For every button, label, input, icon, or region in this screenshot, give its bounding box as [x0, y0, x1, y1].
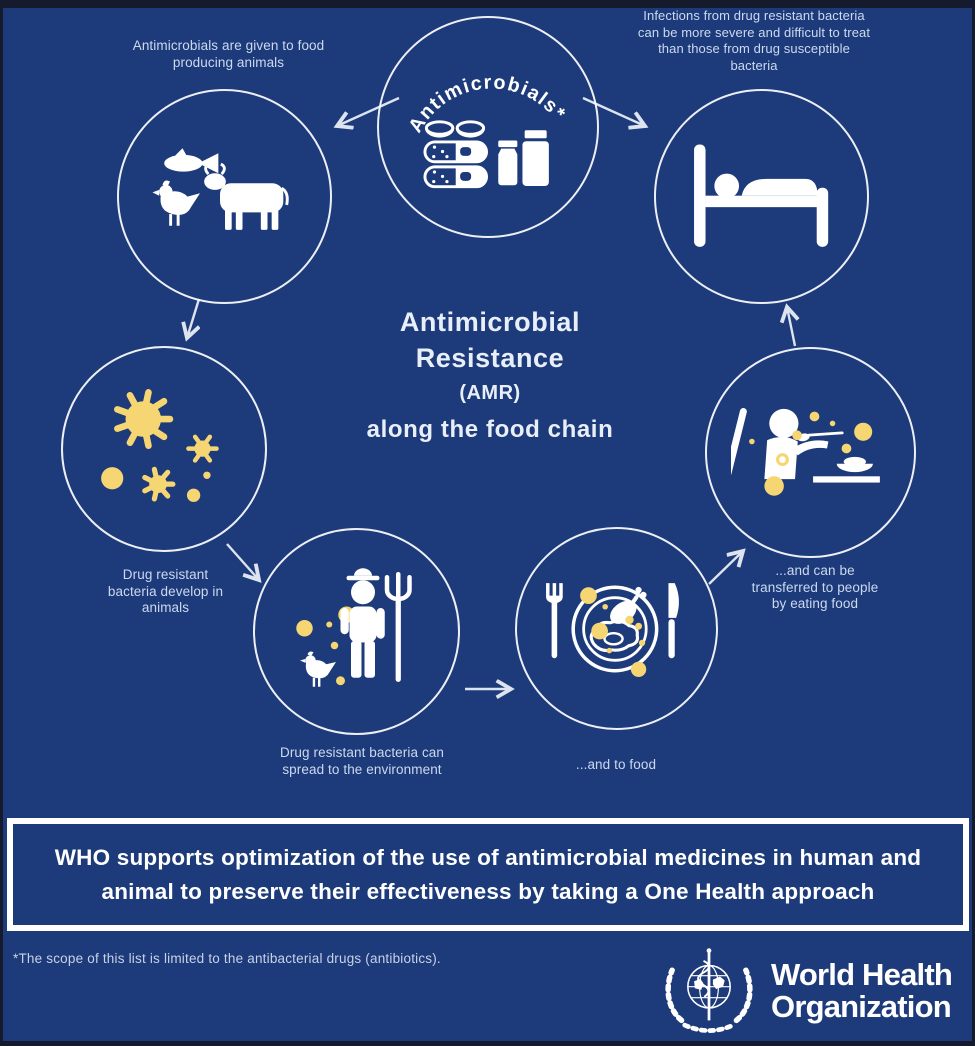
farm-animals-icon [150, 142, 300, 252]
title-line-2: Resistance [415, 343, 565, 373]
title-line-1: Antimicrobial [399, 307, 581, 337]
svg-text:Antimicrobials*: Antimicrobials* [404, 71, 571, 137]
antimicrobials-arc-label [370, 9, 606, 245]
footnote: *The scope of this list is limited to the antibacterial drugs (antibiotics). [13, 951, 441, 966]
logo-text-line-2: Organization [771, 989, 951, 1024]
patient-in-bed-icon [687, 137, 837, 257]
patient-caption: Infections from drug resistant bacteria can be more severe and difficult to treat than those from drug susceptible bacteria [637, 8, 871, 73]
person-eating-icon [731, 394, 891, 512]
bacteria-circle [61, 346, 267, 552]
arrow-food-to-people [709, 551, 743, 584]
who-logo [655, 942, 952, 1040]
food-plate-icon [537, 558, 697, 700]
bacteria-icon [90, 379, 238, 519]
title-line-4: along the food chain [366, 416, 614, 443]
logo-text-line-1: World Health [771, 957, 953, 992]
environment-caption: Drug resistant bacteria can spread to the environment [279, 745, 445, 777]
farm-animals-circle [117, 89, 332, 304]
who-banner [7, 818, 969, 931]
food-caption: ...and to food [575, 757, 657, 772]
who-banner-text: WHO supports optimization of the use of antimicrobial medicines in human and animal to preserve their effectiveness by taking a One Health approach [54, 844, 922, 904]
bacteria-caption: Drug resistant bacteria develop in animals [107, 567, 224, 615]
title-line-3: (AMR) [459, 382, 521, 404]
farm-animals-caption: Antimicrobials are given to food producing animals [132, 38, 325, 70]
center-title [311, 304, 669, 450]
patient-circle [654, 89, 869, 304]
arrow-people-to-patient [787, 307, 795, 346]
people-caption: ...and can be transferred to people by eating food [751, 563, 879, 611]
arrow-animals-to-bacteria [187, 299, 199, 338]
environment-circle [253, 528, 460, 735]
food-circle [515, 527, 718, 730]
farmer-with-pitchfork-icon [282, 557, 432, 707]
who-emblem-icon [655, 942, 763, 1040]
antimicrobials-circle [377, 16, 599, 238]
people-circle [705, 347, 916, 558]
